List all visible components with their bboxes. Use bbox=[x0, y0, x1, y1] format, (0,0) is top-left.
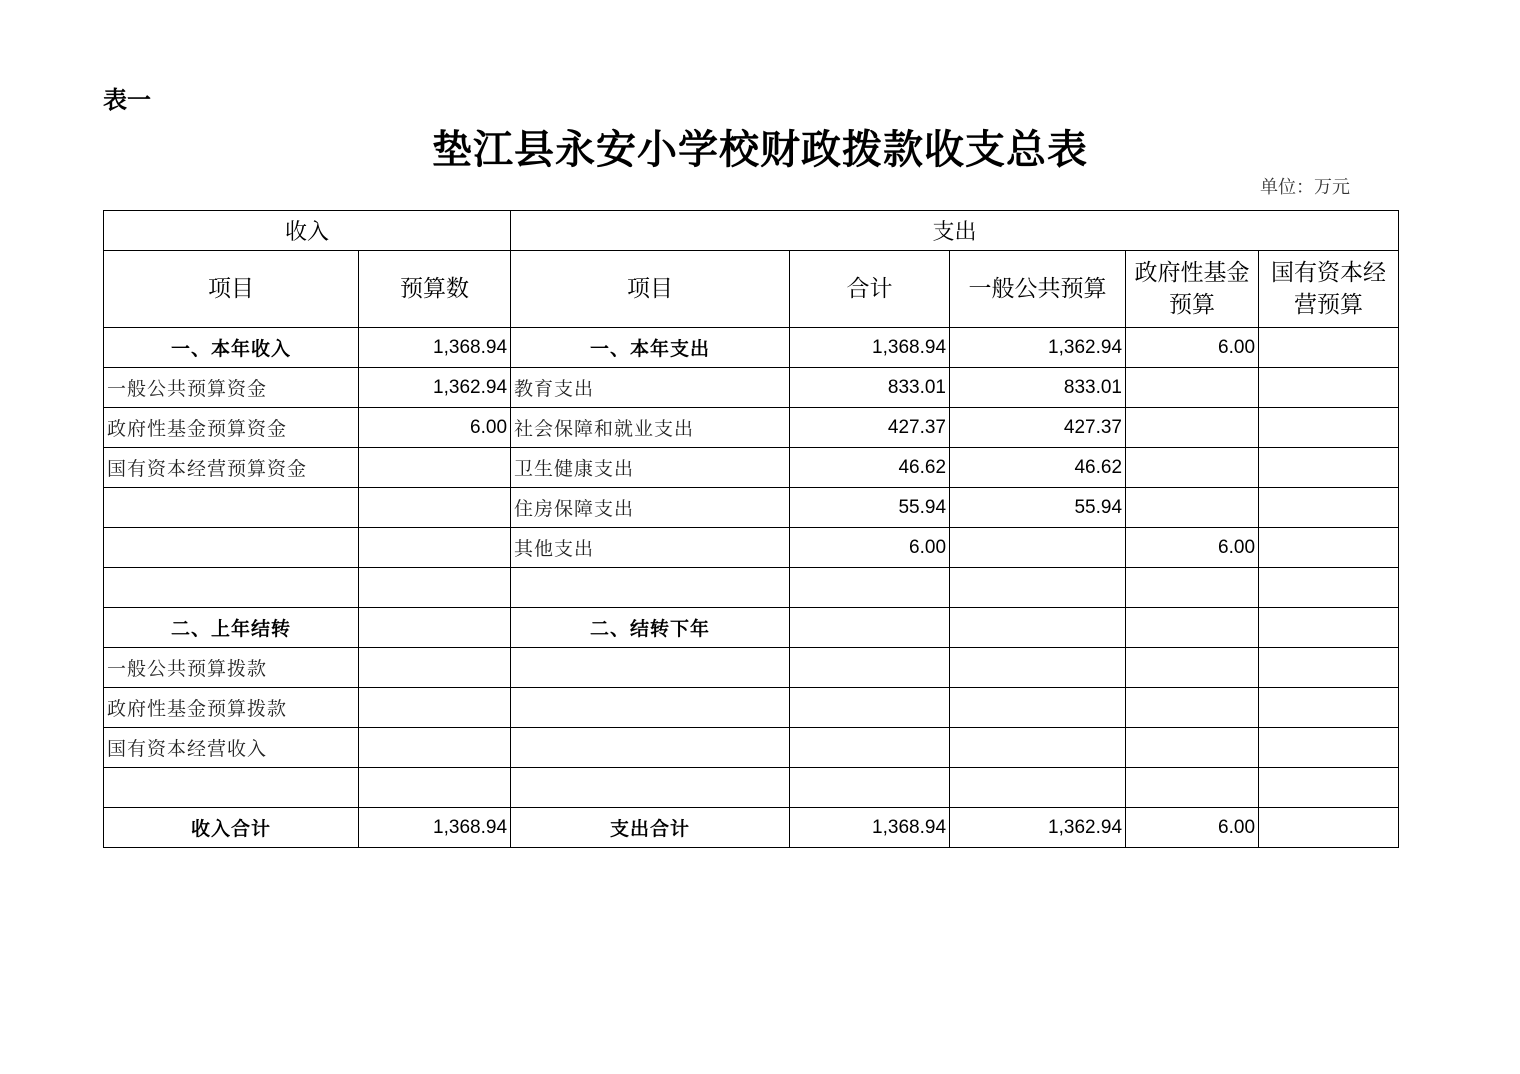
income-budget-cell bbox=[359, 488, 511, 528]
income-budget-cell: 1,362.94 bbox=[359, 368, 511, 408]
table-row bbox=[104, 488, 1399, 528]
expense-state-capital-cell bbox=[1259, 328, 1399, 368]
expense-total-cell bbox=[790, 728, 950, 768]
expense-total-cell: 46.62 bbox=[790, 448, 950, 488]
table-row bbox=[104, 448, 1399, 488]
expense-general-cell bbox=[950, 728, 1126, 768]
table-body bbox=[104, 211, 1399, 848]
expense-total-cell bbox=[790, 768, 950, 808]
expense-general-cell bbox=[950, 528, 1126, 568]
table-row bbox=[104, 568, 1399, 608]
expense-item-cell bbox=[511, 728, 790, 768]
expense-general-header: 一般公共预算 bbox=[950, 251, 1126, 328]
expense-general-cell bbox=[950, 608, 1126, 648]
table-row bbox=[104, 728, 1399, 768]
expense-general-cell: 1,362.94 bbox=[950, 808, 1126, 848]
expense-general-cell: 833.01 bbox=[950, 368, 1126, 408]
expense-item-cell: 住房保障支出 bbox=[511, 488, 790, 528]
expense-general-cell bbox=[950, 688, 1126, 728]
income-item-cell: 二、上年结转 bbox=[104, 608, 359, 648]
expense-total-cell bbox=[790, 688, 950, 728]
expense-general-cell: 55.94 bbox=[950, 488, 1126, 528]
expense-total-cell: 55.94 bbox=[790, 488, 950, 528]
income-item-cell: 一般公共预算拨款 bbox=[104, 648, 359, 688]
income-budget-cell: 1,368.94 bbox=[359, 808, 511, 848]
income-item-cell: 一、本年收入 bbox=[104, 328, 359, 368]
expense-gov-fund-cell: 6.00 bbox=[1126, 328, 1259, 368]
income-item-cell: 收入合计 bbox=[104, 808, 359, 848]
table-label: 表一 bbox=[103, 86, 151, 114]
expense-item-cell: 其他支出 bbox=[511, 528, 790, 568]
income-budget-cell bbox=[359, 688, 511, 728]
income-item-cell: 政府性基金预算资金 bbox=[104, 408, 359, 448]
table-row bbox=[104, 528, 1399, 568]
table-row bbox=[104, 648, 1399, 688]
expense-gov-fund-cell bbox=[1126, 408, 1259, 448]
expense-item-cell bbox=[511, 768, 790, 808]
expense-group-header: 支出 bbox=[511, 211, 1399, 251]
expense-general-cell bbox=[950, 568, 1126, 608]
expense-item-cell: 二、结转下年 bbox=[511, 608, 790, 648]
expense-total-cell: 1,368.94 bbox=[790, 808, 950, 848]
expense-gov-fund-cell bbox=[1126, 568, 1259, 608]
expense-gov-fund-cell: 6.00 bbox=[1126, 528, 1259, 568]
expense-state-capital-cell bbox=[1259, 608, 1399, 648]
expense-gov-fund-cell bbox=[1126, 608, 1259, 648]
expense-general-cell bbox=[950, 648, 1126, 688]
expense-item-cell: 卫生健康支出 bbox=[511, 448, 790, 488]
expense-item-cell bbox=[511, 568, 790, 608]
income-budget-cell: 1,368.94 bbox=[359, 328, 511, 368]
expense-total-header: 合计 bbox=[790, 251, 950, 328]
expense-total-cell: 427.37 bbox=[790, 408, 950, 448]
expense-general-cell bbox=[950, 768, 1126, 808]
table-row bbox=[104, 408, 1399, 448]
expense-state-capital-cell bbox=[1259, 648, 1399, 688]
expense-state-capital-cell bbox=[1259, 408, 1399, 448]
income-budget-header: 预算数 bbox=[359, 251, 511, 328]
budget-table bbox=[103, 210, 1399, 848]
expense-general-cell: 427.37 bbox=[950, 408, 1126, 448]
expense-total-cell bbox=[790, 568, 950, 608]
expense-state-capital-cell bbox=[1259, 728, 1399, 768]
expense-general-cell: 1,362.94 bbox=[950, 328, 1126, 368]
expense-gov-fund-cell: 6.00 bbox=[1126, 808, 1259, 848]
income-item-cell: 一般公共预算资金 bbox=[104, 368, 359, 408]
table-row bbox=[104, 368, 1399, 408]
table-row bbox=[104, 808, 1399, 848]
expense-item-cell bbox=[511, 688, 790, 728]
column-header-row bbox=[104, 251, 1399, 328]
expense-general-cell: 46.62 bbox=[950, 448, 1126, 488]
expense-state-capital-cell bbox=[1259, 808, 1399, 848]
expense-item-cell: 一、本年支出 bbox=[511, 328, 790, 368]
expense-item-header: 项目 bbox=[511, 251, 790, 328]
income-budget-cell bbox=[359, 768, 511, 808]
income-item-cell: 国有资本经营预算资金 bbox=[104, 448, 359, 488]
income-item-cell: 国有资本经营收入 bbox=[104, 728, 359, 768]
expense-state-capital-cell bbox=[1259, 448, 1399, 488]
unit-label: 单位：万元 bbox=[1260, 177, 1350, 198]
income-budget-cell bbox=[359, 568, 511, 608]
expense-gov-fund-cell bbox=[1126, 688, 1259, 728]
income-item-cell bbox=[104, 528, 359, 568]
income-item-cell: 政府性基金预算拨款 bbox=[104, 688, 359, 728]
expense-gov-fund-cell bbox=[1126, 488, 1259, 528]
expense-total-cell: 1,368.94 bbox=[790, 328, 950, 368]
income-item-header: 项目 bbox=[104, 251, 359, 328]
expense-gov-fund-cell bbox=[1126, 368, 1259, 408]
income-budget-cell bbox=[359, 608, 511, 648]
expense-state-capital-cell bbox=[1259, 368, 1399, 408]
expense-state-capital-header: 国有资本经营预算 bbox=[1259, 251, 1399, 328]
expense-state-capital-cell bbox=[1259, 488, 1399, 528]
expense-total-cell bbox=[790, 648, 950, 688]
table-row bbox=[104, 688, 1399, 728]
income-budget-cell bbox=[359, 448, 511, 488]
expense-total-cell: 833.01 bbox=[790, 368, 950, 408]
income-group-header: 收入 bbox=[104, 211, 511, 251]
page-title: 垫江县永安小学校财政拨款收支总表 bbox=[432, 126, 1088, 173]
table-row bbox=[104, 608, 1399, 648]
income-item-cell bbox=[104, 768, 359, 808]
income-budget-cell bbox=[359, 528, 511, 568]
expense-item-cell: 教育支出 bbox=[511, 368, 790, 408]
expense-item-cell bbox=[511, 648, 790, 688]
expense-state-capital-cell bbox=[1259, 768, 1399, 808]
expense-gov-fund-header: 政府性基金预算 bbox=[1126, 251, 1259, 328]
expense-state-capital-cell bbox=[1259, 688, 1399, 728]
expense-state-capital-cell bbox=[1259, 528, 1399, 568]
expense-gov-fund-cell bbox=[1126, 448, 1259, 488]
expense-gov-fund-cell bbox=[1126, 648, 1259, 688]
expense-item-cell: 支出合计 bbox=[511, 808, 790, 848]
expense-state-capital-cell bbox=[1259, 568, 1399, 608]
income-budget-cell bbox=[359, 728, 511, 768]
expense-gov-fund-cell bbox=[1126, 728, 1259, 768]
table-row bbox=[104, 328, 1399, 368]
income-budget-cell: 6.00 bbox=[359, 408, 511, 448]
expense-total-cell bbox=[790, 608, 950, 648]
table-row bbox=[104, 768, 1399, 808]
income-item-cell bbox=[104, 568, 359, 608]
expense-gov-fund-cell bbox=[1126, 768, 1259, 808]
expense-total-cell: 6.00 bbox=[790, 528, 950, 568]
group-header-row bbox=[104, 211, 1399, 251]
expense-item-cell: 社会保障和就业支出 bbox=[511, 408, 790, 448]
income-item-cell bbox=[104, 488, 359, 528]
income-budget-cell bbox=[359, 648, 511, 688]
